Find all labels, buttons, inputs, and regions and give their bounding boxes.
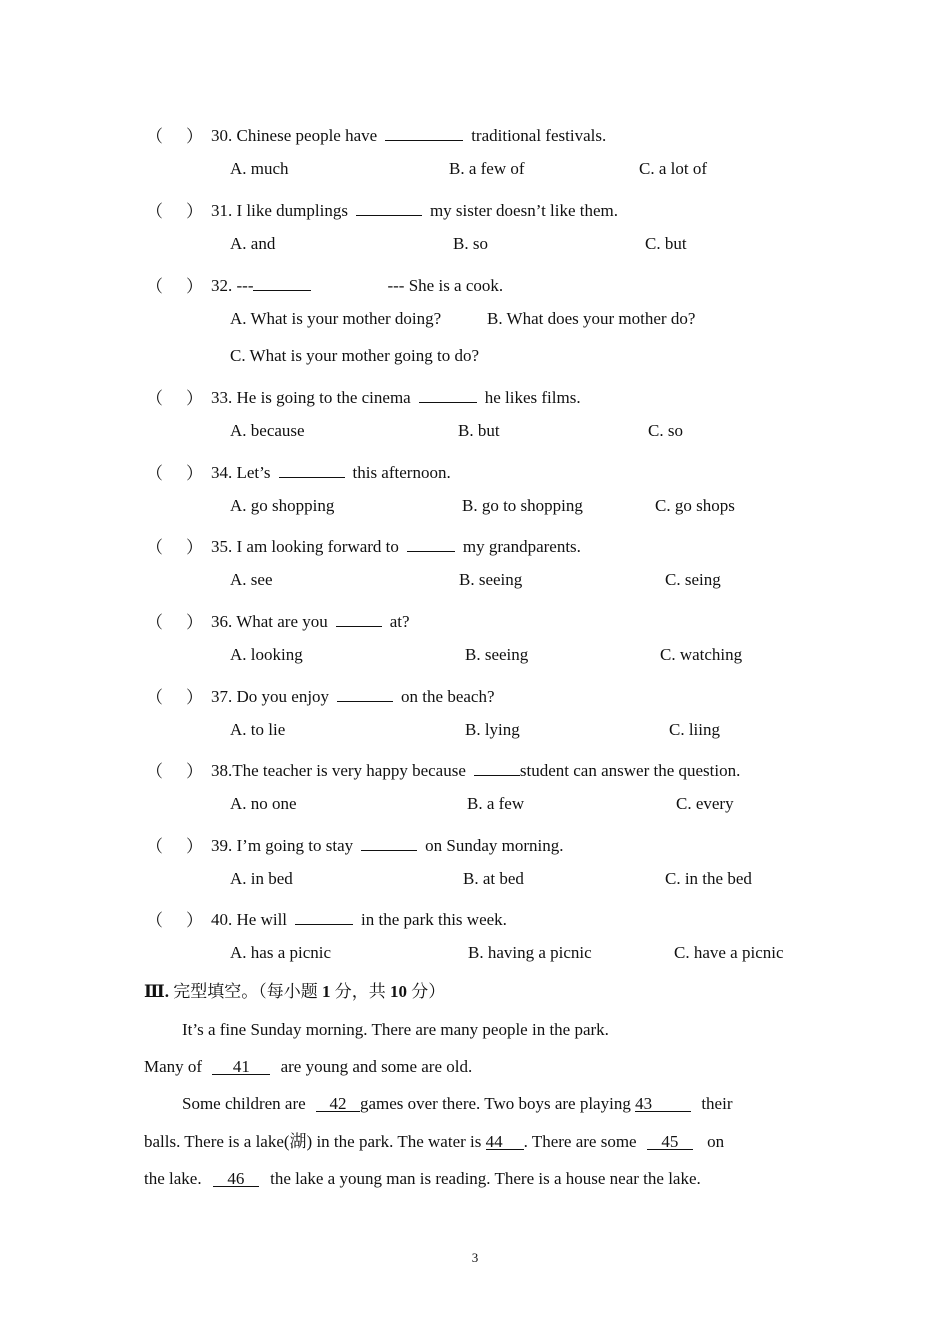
answer-paren-close: ） bbox=[186, 464, 203, 483]
question-text: --- She is a cook. bbox=[387, 276, 504, 295]
blank-43: 43 bbox=[635, 1093, 691, 1112]
option-b: B. seeing bbox=[465, 645, 529, 664]
passage-text: their bbox=[701, 1094, 733, 1113]
blank-44: 44 bbox=[486, 1131, 524, 1150]
passage-text: are young and some are old. bbox=[280, 1057, 473, 1076]
question-text: 37. Do you enjoy bbox=[211, 687, 330, 706]
question-stem bbox=[211, 272, 503, 297]
answer-paren-open: （ bbox=[146, 277, 163, 296]
passage-line-3 bbox=[182, 1093, 732, 1115]
option-a: A. go shopping bbox=[230, 496, 335, 515]
section-numeral: Ⅲ. bbox=[144, 982, 169, 1001]
passage-text: on bbox=[707, 1132, 725, 1151]
answer-blank bbox=[474, 757, 520, 776]
answer-paren-close: ） bbox=[186, 277, 203, 296]
answer-paren-close: ） bbox=[186, 127, 203, 146]
answer-blank bbox=[407, 533, 455, 552]
option-c: C. seing bbox=[665, 570, 721, 589]
question-text: 33. He is going to the cinema bbox=[211, 388, 411, 407]
question-stem bbox=[211, 608, 410, 633]
answer-paren-close: ） bbox=[186, 911, 203, 930]
answer-paren-close: ） bbox=[186, 613, 203, 632]
option-b: B. seeing bbox=[459, 570, 523, 589]
question-stem bbox=[211, 384, 581, 409]
answer-paren-open: （ bbox=[146, 127, 163, 146]
option-b: B. What does your mother do? bbox=[487, 309, 696, 328]
option-b: B. at bed bbox=[463, 869, 524, 888]
passage-line-1: It’s a fine Sunday morning. There are many people in the park. bbox=[182, 1020, 609, 1039]
answer-blank bbox=[361, 832, 417, 851]
answer-paren-open: （ bbox=[146, 762, 163, 781]
answer-paren-close: ） bbox=[186, 762, 203, 781]
option-a: A. has a picnic bbox=[230, 943, 332, 962]
question-text: in the park this week. bbox=[361, 910, 507, 929]
passage-text: balls. There is a lake(湖) in the park. The water is bbox=[144, 1132, 482, 1151]
option-a: A. and bbox=[230, 234, 276, 253]
passage-line-2 bbox=[144, 1056, 472, 1078]
option-b: B. having a picnic bbox=[468, 943, 592, 962]
section-title-post: 分） bbox=[406, 982, 446, 1001]
question-text: 31. I like dumplings bbox=[211, 201, 348, 220]
question-text: this afternoon. bbox=[352, 463, 451, 482]
question-text: 32. --- bbox=[211, 276, 254, 295]
answer-blank bbox=[356, 197, 422, 216]
question-text: on Sunday morning. bbox=[425, 836, 564, 855]
option-b: B. lying bbox=[465, 720, 520, 739]
question-stem bbox=[211, 533, 581, 558]
question-text: 30. Chinese people have bbox=[211, 126, 378, 145]
section-score-total: 10 bbox=[389, 982, 407, 1001]
answer-paren-open: （ bbox=[146, 613, 163, 632]
option-c: C. but bbox=[645, 234, 687, 253]
option-b: B. go to shopping bbox=[462, 496, 583, 515]
option-a: A. in bed bbox=[230, 869, 293, 888]
answer-blank bbox=[385, 122, 463, 141]
question-stem bbox=[211, 832, 564, 857]
question-text: 36. What are you bbox=[211, 612, 328, 631]
option-b: B. a few bbox=[467, 794, 525, 813]
question-text: at? bbox=[389, 612, 410, 631]
passage-text: the lake. bbox=[144, 1169, 202, 1188]
option-a: A. no one bbox=[230, 794, 297, 813]
question-text: my sister doesn’t like them. bbox=[429, 201, 619, 220]
option-a: A. because bbox=[230, 421, 305, 440]
passage-text: Many of bbox=[144, 1057, 203, 1076]
question-text: traditional festivals. bbox=[471, 126, 607, 145]
option-c: C. What is your mother going to do? bbox=[230, 346, 479, 365]
option-a: A. see bbox=[230, 570, 273, 589]
option-c: C. so bbox=[648, 421, 683, 440]
question-stem bbox=[211, 906, 507, 931]
passage-text: games over there. Two boys are playing bbox=[359, 1094, 631, 1113]
option-c: C. go shops bbox=[655, 496, 735, 515]
section-title-pre: 完型填空。（每小题 bbox=[168, 982, 322, 1001]
answer-paren-open: （ bbox=[146, 464, 163, 483]
passage-line-5 bbox=[144, 1168, 701, 1190]
option-a: A. looking bbox=[230, 645, 303, 664]
answer-paren-close: ） bbox=[186, 538, 203, 557]
section-heading bbox=[144, 981, 445, 1003]
answer-paren-open: （ bbox=[146, 837, 163, 856]
question-text: student can answer the question. bbox=[519, 761, 741, 780]
answer-paren-open: （ bbox=[146, 688, 163, 707]
question-text: my grandparents. bbox=[462, 537, 581, 556]
answer-blank bbox=[419, 384, 477, 403]
answer-paren-open: （ bbox=[146, 202, 163, 221]
question-stem bbox=[211, 757, 740, 782]
page-number: 3 bbox=[471, 1250, 479, 1265]
blank-42: 42 bbox=[316, 1093, 360, 1112]
question-text: 35. I am looking forward to bbox=[211, 537, 399, 556]
question-stem bbox=[211, 683, 495, 708]
answer-paren-close: ） bbox=[186, 688, 203, 707]
passage-text: Some children are bbox=[182, 1094, 306, 1113]
answer-blank bbox=[336, 608, 382, 627]
section-score-each: 1 bbox=[321, 982, 331, 1001]
option-c: C. in the bed bbox=[665, 869, 752, 888]
answer-blank bbox=[279, 459, 345, 478]
question-stem bbox=[211, 197, 618, 222]
question-text: 39. I’m going to stay bbox=[211, 836, 354, 855]
section-title-mid: 分，共 bbox=[330, 982, 390, 1001]
passage-text: . There are some bbox=[523, 1132, 637, 1151]
question-stem bbox=[211, 122, 606, 147]
answer-paren-close: ） bbox=[186, 837, 203, 856]
answer-paren-close: ） bbox=[186, 202, 203, 221]
answer-blank bbox=[337, 683, 393, 702]
question-text: he likes films. bbox=[484, 388, 581, 407]
option-c: C. every bbox=[676, 794, 734, 813]
option-a: A. What is your mother doing? bbox=[230, 309, 442, 328]
answer-blank bbox=[253, 272, 311, 291]
option-a: A. to lie bbox=[230, 720, 286, 739]
option-c: C. have a picnic bbox=[674, 943, 784, 962]
option-c: C. watching bbox=[660, 645, 743, 664]
answer-paren-close: ） bbox=[186, 389, 203, 408]
blank-46: 46 bbox=[213, 1168, 259, 1187]
option-a: A. much bbox=[230, 159, 289, 178]
question-text: on the beach? bbox=[401, 687, 495, 706]
option-b: B. but bbox=[458, 421, 500, 440]
question-text: 38.The teacher is very happy because bbox=[211, 761, 466, 780]
question-text: 34. Let’s bbox=[211, 463, 271, 482]
passage-line-4 bbox=[144, 1131, 724, 1153]
answer-paren-open: （ bbox=[146, 389, 163, 408]
option-c: C. a lot of bbox=[639, 159, 707, 178]
option-b: B. so bbox=[453, 234, 488, 253]
answer-paren-open: （ bbox=[146, 538, 163, 557]
blank-45: 45 bbox=[647, 1131, 693, 1150]
question-text: 40. He will bbox=[211, 910, 288, 929]
option-c: C. liing bbox=[669, 720, 721, 739]
blank-41: 41 bbox=[212, 1056, 270, 1075]
answer-blank bbox=[295, 906, 353, 925]
answer-paren-open: （ bbox=[146, 911, 163, 930]
passage-text: the lake a young man is reading. There is a house near the lake. bbox=[270, 1169, 701, 1188]
option-b: B. a few of bbox=[449, 159, 525, 178]
question-stem bbox=[211, 459, 451, 484]
